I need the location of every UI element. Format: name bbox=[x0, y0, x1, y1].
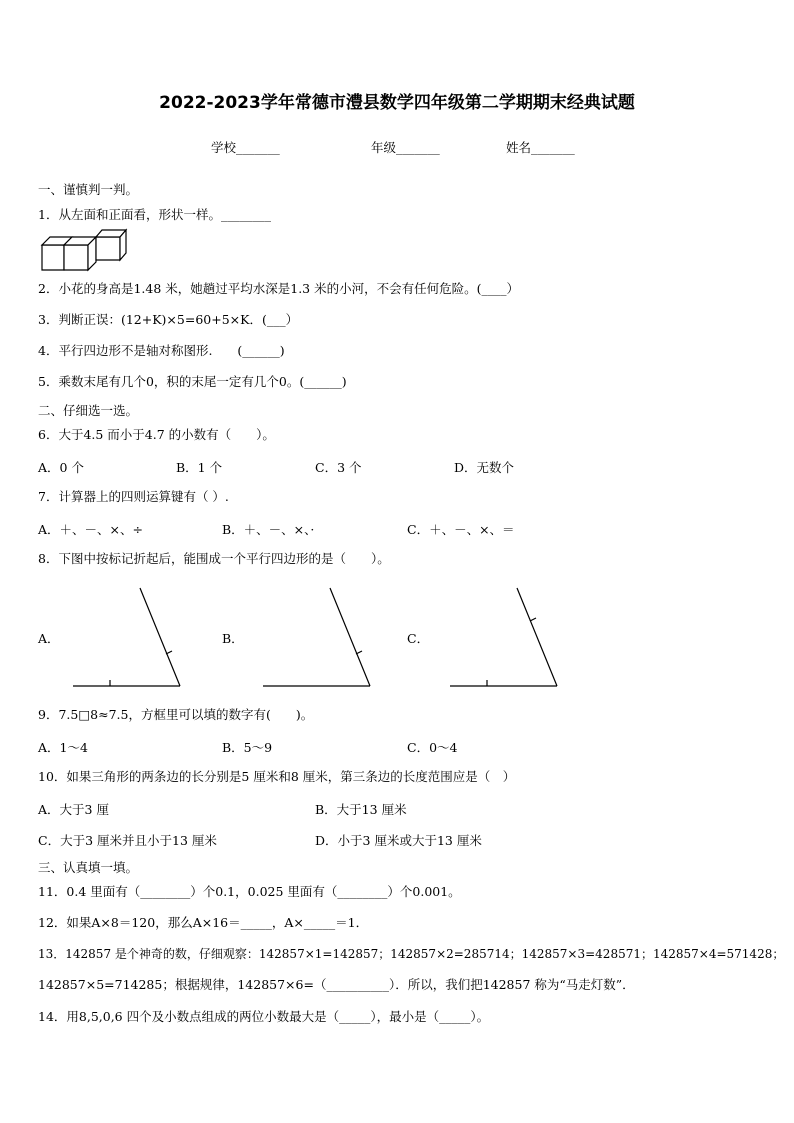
q9-option-a: A．1～4 bbox=[38, 740, 88, 755]
q7-option-a: A．＋、－、×、÷ bbox=[38, 522, 143, 537]
question-6: 6．大于4.5 而小于4.7 的小数有（ ）。 bbox=[38, 427, 275, 442]
cube-figure bbox=[40, 233, 126, 273]
question-11: 11．0.4 里面有（________）个0.1，0.025 里面有（________）个0.001。 bbox=[38, 884, 461, 899]
q6-option-a: A．0 个 bbox=[38, 460, 84, 475]
q7-option-b: B．＋、－、×、· bbox=[222, 522, 315, 537]
q10-option-c: C．大于3 厘米并且小于13 厘米 bbox=[38, 833, 217, 848]
question-13-line-1: 13．142857 是个神奇的数，仔细观察：142857×1=142857；142857×2=285714；142857×3=428571；142857×4=571428； bbox=[38, 947, 785, 961]
question-5: 5．乘数末尾有几个0，积的末尾一定有几个0。(______) bbox=[38, 374, 347, 389]
q7-option-c: C．＋、－、×、＝ bbox=[407, 522, 515, 537]
question-12: 12．如果A×8＝120，那么A×16＝_____，A×_____＝1． bbox=[38, 915, 369, 930]
q8-figure-a bbox=[70, 585, 185, 690]
q8-option-b: B． bbox=[222, 631, 244, 646]
section-heading-3: 三、认真填一填。 bbox=[38, 860, 139, 875]
q8-figure-c bbox=[447, 585, 562, 690]
question-14: 14．用8,5,0,6 四个及小数点组成的两位小数最大是（_____），最小是（_____）。 bbox=[38, 1009, 490, 1024]
q10-option-b: B．大于13 厘米 bbox=[315, 802, 407, 817]
q10-option-d: D．小于3 厘米或大于13 厘米 bbox=[315, 833, 482, 848]
q8-option-c: C． bbox=[407, 631, 430, 646]
name-field: 姓名_______ bbox=[506, 140, 575, 155]
question-3: 3．判断正误：(12+K)×5=60+5×K．(___） bbox=[38, 312, 299, 327]
q9-option-b: B．5～9 bbox=[222, 740, 273, 755]
q9-option-c: C．0～4 bbox=[407, 740, 458, 755]
q6-option-b: B．1 个 bbox=[176, 460, 223, 475]
question-10: 10．如果三角形的两条边的长分别是5 厘米和8 厘米，第三条边的长度范围应是（ ） bbox=[38, 769, 516, 784]
grade-field: 年级_______ bbox=[371, 140, 440, 155]
q8-option-a: A． bbox=[38, 631, 60, 646]
section-heading-1: 一、谨慎判一判。 bbox=[38, 182, 139, 197]
q6-option-d: D．无数个 bbox=[454, 460, 515, 475]
q10-option-a: A．大于3 厘 bbox=[38, 802, 109, 817]
question-2: 2．小花的身高是1.48 米，她趟过平均水深是1.3 米的小河，不会有任何危险。(____） bbox=[38, 281, 519, 296]
q8-figure-b bbox=[260, 585, 375, 690]
question-1: 1．从左面和正面看，形状一样。________ bbox=[38, 207, 271, 222]
question-9: 9．7.5□8≈7.5，方框里可以填的数字有( )。 bbox=[38, 707, 314, 722]
question-13-line-2: 142857×5=714285；根据规律，142857×6=（__________）．所以，我们把142857 称为“马走灯数”． bbox=[38, 977, 635, 992]
question-7: 7．计算器上的四则运算键有（ ）. bbox=[38, 489, 229, 504]
section-heading-2: 二、仔细选一选。 bbox=[38, 403, 139, 418]
question-8: 8．下图中按标记折起后，能围成一个平行四边形的是（ ）。 bbox=[38, 551, 390, 566]
page-title: 2022-2023学年常德市澧县数学四年级第二学期期末经典试题 bbox=[159, 93, 635, 113]
q6-option-c: C．3 个 bbox=[315, 460, 362, 475]
question-4: 4．平行四边形不是轴对称图形. (______) bbox=[38, 343, 285, 358]
school-field: 学校_______ bbox=[211, 140, 280, 155]
